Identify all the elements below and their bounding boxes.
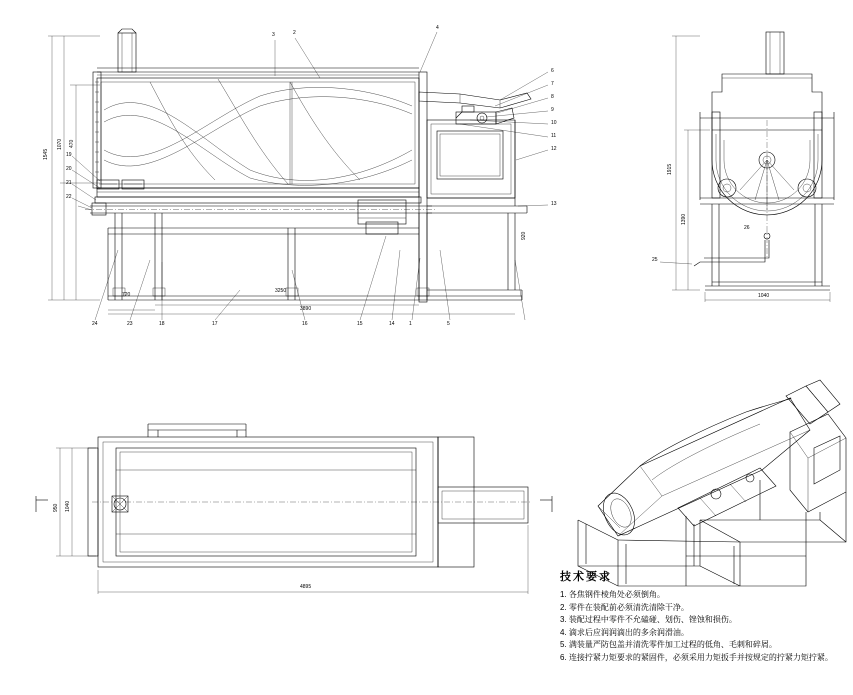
isometric-view: [578, 380, 846, 586]
dim-front-overall-length: 3890: [300, 306, 312, 312]
dim-front-height-2: 1545: [43, 148, 49, 160]
balloon-front-9: 9: [551, 107, 554, 113]
note-item: 1. 各焦钢件棱角处必须倒角。: [560, 589, 665, 599]
dim-top-width-2: 1040: [65, 500, 71, 512]
note-item: 3. 装配过程中零件不允磕碰、划伤、锉蚀和损伤。: [560, 615, 737, 625]
balloon-front-15: 15: [357, 321, 363, 327]
balloon-side-26: 26: [744, 225, 750, 231]
technical-requirements-title: 技术要求: [560, 571, 612, 583]
dim-top-width-1: 950: [53, 503, 59, 512]
dim-front-height-1: 1070: [57, 138, 63, 150]
balloon-front-2: 2: [293, 30, 296, 36]
dim-side-height: 1915: [667, 163, 673, 175]
balloon-front-23: 23: [127, 321, 133, 327]
balloon-front-21: 21: [66, 180, 72, 186]
balloon-side-25: 25: [652, 257, 658, 263]
balloon-front-14: 14: [389, 321, 395, 327]
dim-side-inner-height: 1390: [681, 213, 687, 225]
balloon-front-1: 1: [409, 321, 412, 327]
dim-front-inner-length: 3250: [275, 288, 287, 294]
top-view: [36, 424, 552, 594]
balloon-front-3: 3: [272, 32, 275, 38]
note-item: 2. 零件在装配前必须清洗清除干净。: [560, 602, 689, 612]
balloon-front-10: 10: [551, 120, 557, 126]
balloon-front-8: 8: [551, 94, 554, 100]
balloon-front-17: 17: [212, 321, 218, 327]
balloon-front-5: 5: [447, 321, 450, 327]
balloon-front-19: 19: [66, 152, 72, 158]
dim-front-right: 920: [521, 231, 527, 240]
technical-requirements: [560, 570, 850, 665]
side-section-view: [660, 32, 834, 302]
dim-side-width: 1040: [758, 293, 770, 299]
balloon-front-4: 4: [436, 25, 439, 31]
balloon-front-6: 6: [551, 68, 554, 74]
balloon-front-13: 13: [551, 201, 557, 207]
balloon-front-18: 18: [159, 321, 165, 327]
dim-front-left-offset: 720: [122, 292, 131, 298]
balloon-front-20: 20: [66, 166, 72, 172]
balloon-front-7: 7: [551, 81, 554, 87]
note-item: 6. 连接拧紧力矩要求的紧固件，必须采用力矩扳手并按规定的拧紧力矩拧紧。: [560, 652, 833, 662]
balloon-front-11: 11: [551, 133, 557, 139]
note-item: 4. 滴求后应润润滴出的多余润滑油。: [560, 627, 689, 637]
balloon-front-16: 16: [302, 321, 308, 327]
note-item: 5. 满装量严防包盖并清洗零件加工过程的低角、毛刺和碎屑。: [560, 640, 777, 650]
balloon-front-22: 22: [66, 194, 72, 200]
dim-front-height-3: 470: [69, 139, 75, 148]
balloon-front-12: 12: [551, 146, 557, 152]
dim-top-length: 4895: [300, 584, 312, 590]
balloon-front-24: 24: [92, 321, 98, 327]
front-section-view: [48, 29, 548, 320]
